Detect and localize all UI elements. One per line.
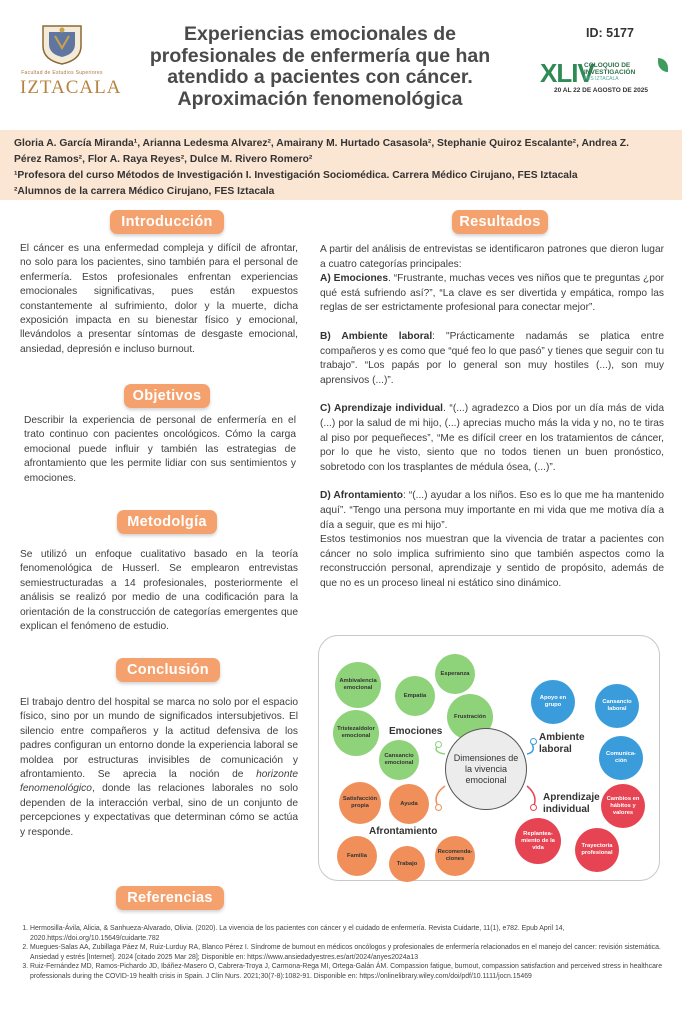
bubble-ambivalencia: Ambivalencia emocional — [335, 662, 381, 708]
authors-line: Pérez Ramos², Flor A. Raya Reyes², Dulce M. Rivero Romero² — [14, 154, 313, 165]
bubble-recomendaciones: Recomenda-ciones — [435, 836, 475, 876]
conclusion-text — [20, 696, 298, 840]
bubble-esperanza: Esperanza — [435, 654, 475, 694]
poster-id: ID: 5177 — [586, 26, 634, 40]
bubble-replanteamiento: Replantea-miento de la vida — [515, 818, 561, 864]
faculty-small-label: Facultad de Estudios Superiores — [21, 70, 103, 76]
coloquio-line3: FES IZTACALA — [584, 76, 619, 82]
title-line: Aproximación fenomenológica — [177, 87, 463, 110]
results-intro — [320, 243, 664, 316]
connector-dot — [435, 741, 442, 748]
bubble-cambios-habitos: Cambios en hábitos y valores — [601, 784, 645, 828]
conclusion-heading: Conclusión — [116, 658, 220, 682]
bubble-tristeza: Tristeza/dolor emocional — [333, 710, 379, 756]
category-ambiente: Ambiente laboral — [539, 732, 585, 755]
coloquio-logo — [540, 56, 672, 98]
bubble-cansancio-laboral: Cansancio laboral — [595, 684, 639, 728]
result-a-heading: A) Emociones — [320, 273, 389, 285]
conclusion-emphasis: horizonte fenomenológico — [20, 769, 298, 795]
leaf-icon — [658, 58, 668, 72]
coloquio-line2: INVESTIGACIÓN — [584, 69, 636, 76]
result-d — [320, 489, 664, 591]
connector-dot — [530, 804, 537, 811]
reference-item: 1. Hermosilla-Ávila, Alicia, & Sanhueza-Alvarado, Olivia. (2020). La vivencia de los pacientes con cáncer y el cuidado de enfermería. Revista Cuidarte, 11(1), e782. Epub April 14, 2020.https://doi.org/10.15649/cuidarte.782 — [30, 924, 664, 943]
conclusion-text-part: , donde las relaciones laborales no solo dependen de la interacción verbal, sino de un conjunto de percepciones y expectativas que determinan cómo se actúa y responde. — [20, 783, 298, 838]
category-emociones: Emociones — [389, 726, 443, 737]
connector-dot — [530, 738, 537, 745]
unam-iztacala-logo — [20, 22, 122, 98]
bubble-satisfaccion: Satisfacción propia — [339, 782, 381, 824]
authors-band — [0, 130, 682, 200]
methodology-text: Se utilizó un enfoque cualitativo basado en la teoría fenomenológica de Husserl. Se emplearon entrevistas semiestructuradas a 14 profesionales, posteriormente el análisis se realizó por medio de una codificación para la orientación de la construcción de categorías emergentes que explican el fenómeno de estudio. — [20, 549, 298, 633]
result-b-heading: B) Ambiente laboral — [320, 330, 433, 342]
title-line: profesionales de enfermería que han — [149, 44, 491, 67]
coloquio-dates: 20 AL 22 DE AGOSTO DE 2025 — [554, 87, 648, 94]
reference-item: 3. Ruiz-Fernández MD, Ramos-Pichardo JD, Ibáñez-Masero O, Cabrera-Troya J, Carmona-Rega MI, Ortega-Galán ÁM. Compassion fatigue, burnout, compassion satisfaction and perceived stress in healthcare professionals during the COVID-19 health crisis in Spain. J Clin Nurs. 2021;30(7-8):1082-91. Disponible en: https://onlinelibrary.wiley.com/doi/pdf/10.1111/jocn.15469 — [30, 962, 664, 981]
bubble-familia: Familia — [337, 836, 377, 876]
poster-title — [120, 24, 520, 110]
result-a-text: . “Frustrante, muchas veces ves niños que te preguntas ¿por qué está sufriendo así?”, “La clave es ser divertida y empática, rompo las reglas de ser estrictamente profesional para conectar mejor”. — [320, 273, 665, 314]
diagram-center: Dimensiones de la vivencia emocional — [445, 728, 527, 810]
result-d-text: : “(...) ayudar a los niños. Eso es lo que me ha mantenido aquí”. “Tengo una persona muy importante en mi vida que me motiva día a día a seguir, que es mi hijo”. — [320, 490, 664, 531]
affiliation-line: ¹Profesora del curso Métodos de Investigación I. Investigación Sociomédica. Carrera Médico Cirujano, FES Iztacala — [14, 170, 578, 181]
bubble-trabajo: Trabajo — [389, 846, 425, 882]
coloquio-roman-numeral: XLIV — [540, 58, 594, 88]
bubble-apoyo-grupo: Apoyo en grupo — [531, 680, 575, 724]
methodology-heading: Metodolgía — [117, 510, 217, 534]
intro-text: El cáncer es una enfermedad compleja y difícil de afrontar, no solo para los pacientes, sino también para el personal de enfermería. Estos profesionales enfrentan experiencias emocionales significativas, pues están expuestos constantemente al sufrimiento, dolor y la muerte, dicha exposición impacta en su bienestar físico y emocional, llevándolos a presentar síntomas de desgaste emocional, ansiedad, depresión e incluso burnout. — [20, 243, 298, 355]
conclusion-text-part: El trabajo dentro del hospital se marca no solo por el espacio físico, sino por un mundo de significados intersubjetivos. El silencio entre compañeros y la actitud defensiva de los padres configuran un entorno donde la experiencia laboral se moldea por estructuras invisibles de comunicación y afrontamiento. Se aprecia la noción de — [20, 697, 298, 781]
bubble-comunicacion: Comunica-ción — [599, 736, 643, 780]
unam-shield-icon — [39, 22, 85, 66]
reference-item: 2. Muegues-Salas AA, Zubillaga Páez M, Ruiz-Lurduy RA, Blanco Pérez I. Síndrome de burnout en médicos oncólogos y profesionales de enfermería relacionados en el manejo del cancer: revisión sistemática. Ansiedad y estrés [Internet]. 2024 [citado 2025 Mar 28]; Disponible en: https://www.ansiedadyestres.es/art/2024/anyes2024a13 — [30, 943, 664, 962]
affiliation-line: ²Alumnos de la carrera Médico Cirujano, FES Iztacala — [14, 186, 275, 197]
bubble-empatia: Empatía — [395, 676, 435, 716]
dimensions-diagram — [318, 635, 660, 881]
coloquio-line1: COLOQUIO DE — [584, 62, 631, 69]
result-c-heading: C) Aprendizaje individual — [320, 403, 443, 415]
objectives-text: Describir la experiencia de personal de enfermería en el trato continuo con pacientes oncológicos. Cómo la carga emocional puede influir y también las estrategias de afrontamiento que les permite lidiar con sus sentimientos y emociones. — [24, 415, 296, 484]
result-b — [320, 330, 664, 388]
faculty-name-label: IZTACALA — [20, 77, 122, 98]
bubble-ayuda: Ayuda — [389, 784, 429, 824]
intro-heading: Introducción — [110, 210, 224, 234]
title-line: Experiencias emocionales de — [183, 23, 457, 45]
references-list — [18, 924, 664, 982]
results-intro-text: A partir del análisis de entrevistas se identificaron patrones que dieron lugar a cuatro categorías principales: — [320, 244, 664, 270]
category-aprendizaje: Aprendizaje individual — [543, 792, 600, 815]
results-heading: Resultados — [452, 210, 548, 234]
result-c-text: . “(...) agradezco a Dios por un día más de vida (...) por la salud de mi hijo, (...) aprecias mucho más la vida y no, no te tiras al piso por pequeñeces”, “Me es difícil creer en los tratamientos de cáncer, por lo que he visto, siento que no todos tienen un buen pronóstico, sobretodo con los trasplantes de médula ósea, (...)”. — [320, 403, 664, 473]
result-b-text: : "Prácticamente nadamás se platica entre compañeros y es como que “qué feo lo que pasó” y tienes que seguir con tu trabajo". “Los papás por lo general son muy hostiles (...), son muy aprensivos (...)”. — [320, 330, 664, 386]
connector-dot — [435, 804, 442, 811]
bubble-cansancio-emocional: Cansancio emocional — [379, 740, 419, 780]
bubble-trayectoria: Trayectoria profesional — [575, 828, 619, 872]
category-afrontamiento: Afrontamiento — [369, 826, 438, 837]
result-c — [320, 402, 664, 475]
authors-line: Gloria A. García Miranda¹, Arianna Ledesma Alvarez², Amairany M. Hurtado Casasola², Stephanie Quiroz Escalante², Andrea Z. — [14, 138, 629, 149]
bubble-frustracion: Frustración — [447, 694, 493, 740]
references-heading: Referencias — [116, 886, 224, 910]
results-text — [320, 243, 664, 591]
objectives-heading: Objetivos — [124, 384, 210, 408]
title-line: atendido a pacientes con cáncer. — [167, 66, 473, 88]
result-d-heading: D) Afrontamiento — [320, 490, 403, 502]
results-closing: Estos testimonios nos muestran que la vivencia de tratar a pacientes con cáncer no solo implica sufrimiento sino que también aspectos como la reconstrucción personal, aprendizaje y sentido de propósito, además de que no es un proceso lineal ni estático sino dinámico. — [320, 534, 664, 589]
